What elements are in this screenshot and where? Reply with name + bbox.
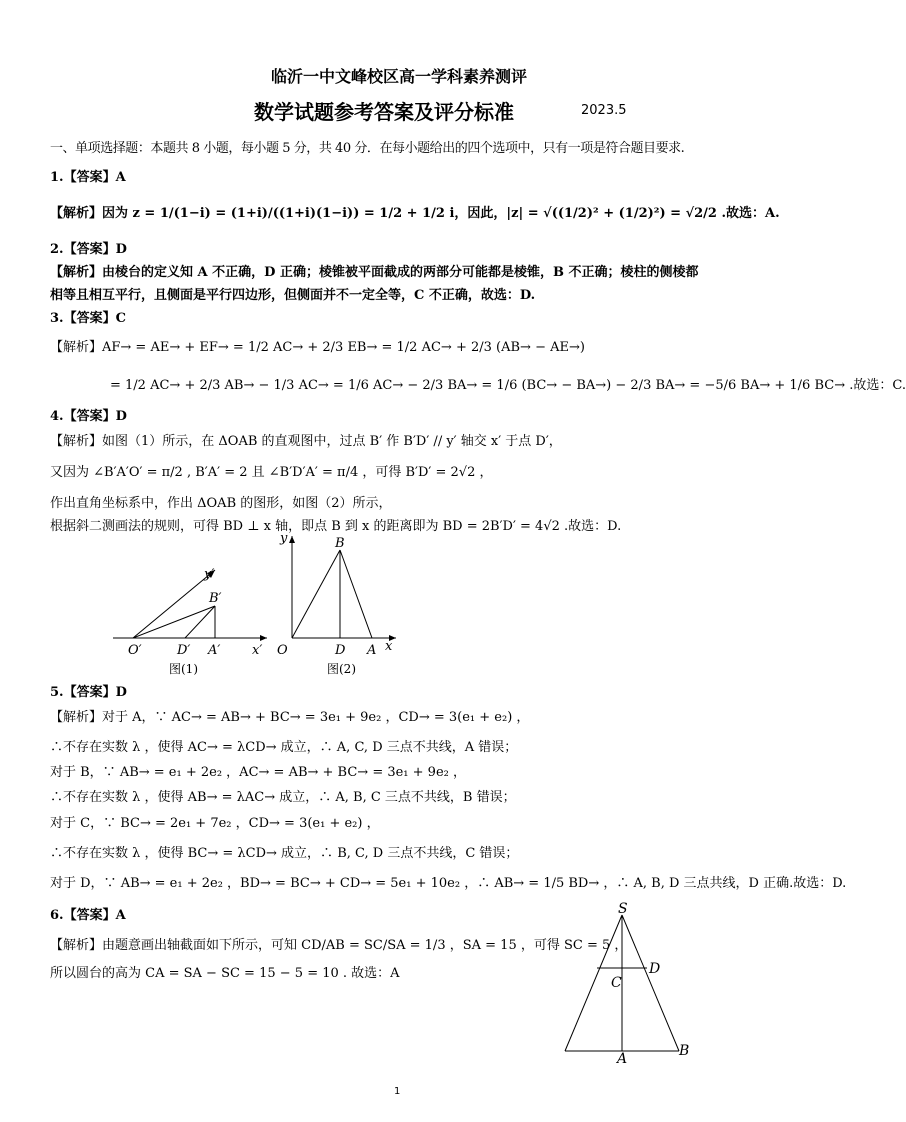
- q4-analysis-line-2: 又因为 ∠B′A′O′ = π/2 , B′A′ = 2 且 ∠B′D′A′ = π/4 ，可得 B′D′ = 2√2 ，: [50, 465, 493, 480]
- q3-analysis-line-1: 【解析】AF→ = AE→ + EF→ = 1/2 AC→ + 2/3 EB→ = 1/2 AC→ + 2/3 (AB→ − AE→): [50, 340, 585, 355]
- q6-answer: 6.【答案】A: [50, 908, 126, 923]
- fig1-label-d: D′: [177, 643, 191, 658]
- q1-answer: 1.【答案】A: [50, 170, 126, 185]
- q6-analysis-line-2: 所以圆台的高为 CA = SA − SC = 15 − 5 = 10 . 故选：A: [50, 966, 400, 981]
- fig1-label-b: B′: [209, 591, 222, 606]
- fig-q6-label-b: B: [679, 1043, 690, 1059]
- q1-analysis: 【解析】因为 z = 1/(1−i) = (1+i)/((1+i)(1−i)) = 1/2 + 1/2 i，因此，|z| = √((1/2)² + (1/2)²) = √2/2 .故选：A.: [50, 206, 780, 221]
- q3-answer: 3.【答案】C: [50, 311, 126, 326]
- q5-line-3: 对于 B，∵ AB→ = e₁ + 2e₂ ，AC→ = AB→ + BC→ = 3e₁ + 9e₂ ，: [50, 765, 466, 780]
- q5-line-7: 对于 D，∵ AB→ = e₁ + 2e₂ ，BD→ = BC→ + CD→ = 5e₁ + 10e₂ ，∴ AB→ = 1/5 BD→ ，∴ A, B, D 三点共线，D 正确.故选：D.: [50, 876, 847, 891]
- q6-analysis-line-1: 【解析】由题意画出轴截面如下所示，可知 CD/AB = SC/SA = 1/3 ，SA = 15 ，可得 SC = 5 ，: [50, 938, 628, 953]
- q2-answer: 2.【答案】D: [50, 242, 127, 257]
- fig2-label-x: x: [385, 639, 393, 654]
- q5-line-4: ∴不存在实数 λ ，使得 AB→ = λAC→ 成立，∴ A, B, C 三点不共线，B 错误；: [50, 790, 516, 805]
- section-heading: 一、单项选择题：本题共 8 小题，每小题 5 分，共 40 分．在每小题给出的四个选项中，只有一项是符合题目要求.: [50, 141, 685, 156]
- q5-answer: 5.【答案】D: [50, 685, 127, 700]
- figure-2-coordinate-view: [272, 530, 407, 680]
- fig1-label-x: x′: [252, 643, 263, 658]
- fig1-label-a: A′: [208, 643, 221, 658]
- q4-answer: 4.【答案】D: [50, 409, 127, 424]
- fig2-label-d: D: [335, 643, 346, 658]
- figure-frustum-cross-section: [555, 898, 705, 1068]
- fig-q6-label-s: S: [618, 901, 628, 917]
- page-number: 1: [394, 1086, 401, 1097]
- q4-analysis-line-3: 作出直角坐标系中，作出 ΔOAB 的图形，如图（2）所示，: [50, 496, 392, 511]
- fig-q6-label-d: D: [649, 961, 661, 977]
- q4-analysis-line-1: 【解析】如图（1）所示，在 ΔOAB 的直观图中，过点 B′ 作 B′D′ // y′ 轴交 x′ 于点 D′，: [50, 434, 562, 449]
- q5-line-5: 对于 C，∵ BC→ = 2e₁ + 7e₂ ，CD→ = 3(e₁ + e₂) ，: [50, 816, 380, 831]
- q5-line-1: 【解析】对于 A，∵ AC→ = AB→ + BC→ = 3e₁ + 9e₂ ，CD→ = 3(e₁ + e₂) ，: [50, 710, 530, 725]
- figure-1-oblique-view: [105, 560, 275, 680]
- subject-title: 数学试题参考答案及评分标准: [254, 100, 514, 124]
- fig2-caption: 图(2): [327, 662, 356, 676]
- date: 2023.5: [581, 103, 627, 118]
- fig1-caption: 图(1): [169, 662, 198, 676]
- q4-analysis-line-4: 根据斜二测画法的规则，可得 BD ⊥ x 轴，即点 B 到 x 的距离即为 BD = 2B′D′ = 4√2 .故选：D.: [50, 519, 622, 534]
- q5-line-2: ∴不存在实数 λ ，使得 AC→ = λCD→ 成立，∴ A, C, D 三点不共线，A 错误；: [50, 740, 518, 755]
- school-title: 临沂一中文峰校区高一学科素养测评: [271, 67, 528, 86]
- fig2-label-o: O: [277, 643, 288, 658]
- fig2-label-a: A: [367, 643, 377, 658]
- fig1-label-y: y′: [204, 567, 215, 582]
- q3-analysis-line-2: = 1/2 AC→ + 2/3 AB→ − 1/3 AC→ = 1/6 AC→ − 2/3 BA→ = 1/6 (BC→ − BA→) − 2/3 BA→ = −5/6 BA→ + 1/6 BC→ .故选：C.: [110, 378, 906, 393]
- fig-q6-label-a: A: [617, 1051, 628, 1067]
- q5-line-6: ∴不存在实数 λ ，使得 BC→ = λCD→ 成立，∴ B, C, D 三点不共线，C 错误；: [50, 846, 519, 861]
- q2-analysis-line-1: 【解析】由棱台的定义知 A 不正确，D 正确；棱锥被平面截成的两部分可能都是棱锥，B 不正确；棱柱的侧棱都: [50, 265, 699, 280]
- fig-q6-label-c: C: [611, 975, 622, 991]
- fig2-label-b: B: [335, 536, 345, 551]
- q2-analysis-line-2: 相等且相互平行，且侧面是平行四边形，但侧面并不一定全等，C 不正确，故选：D.: [50, 288, 536, 303]
- fig2-label-y: y: [280, 531, 288, 546]
- fig1-label-o: O′: [128, 643, 142, 658]
